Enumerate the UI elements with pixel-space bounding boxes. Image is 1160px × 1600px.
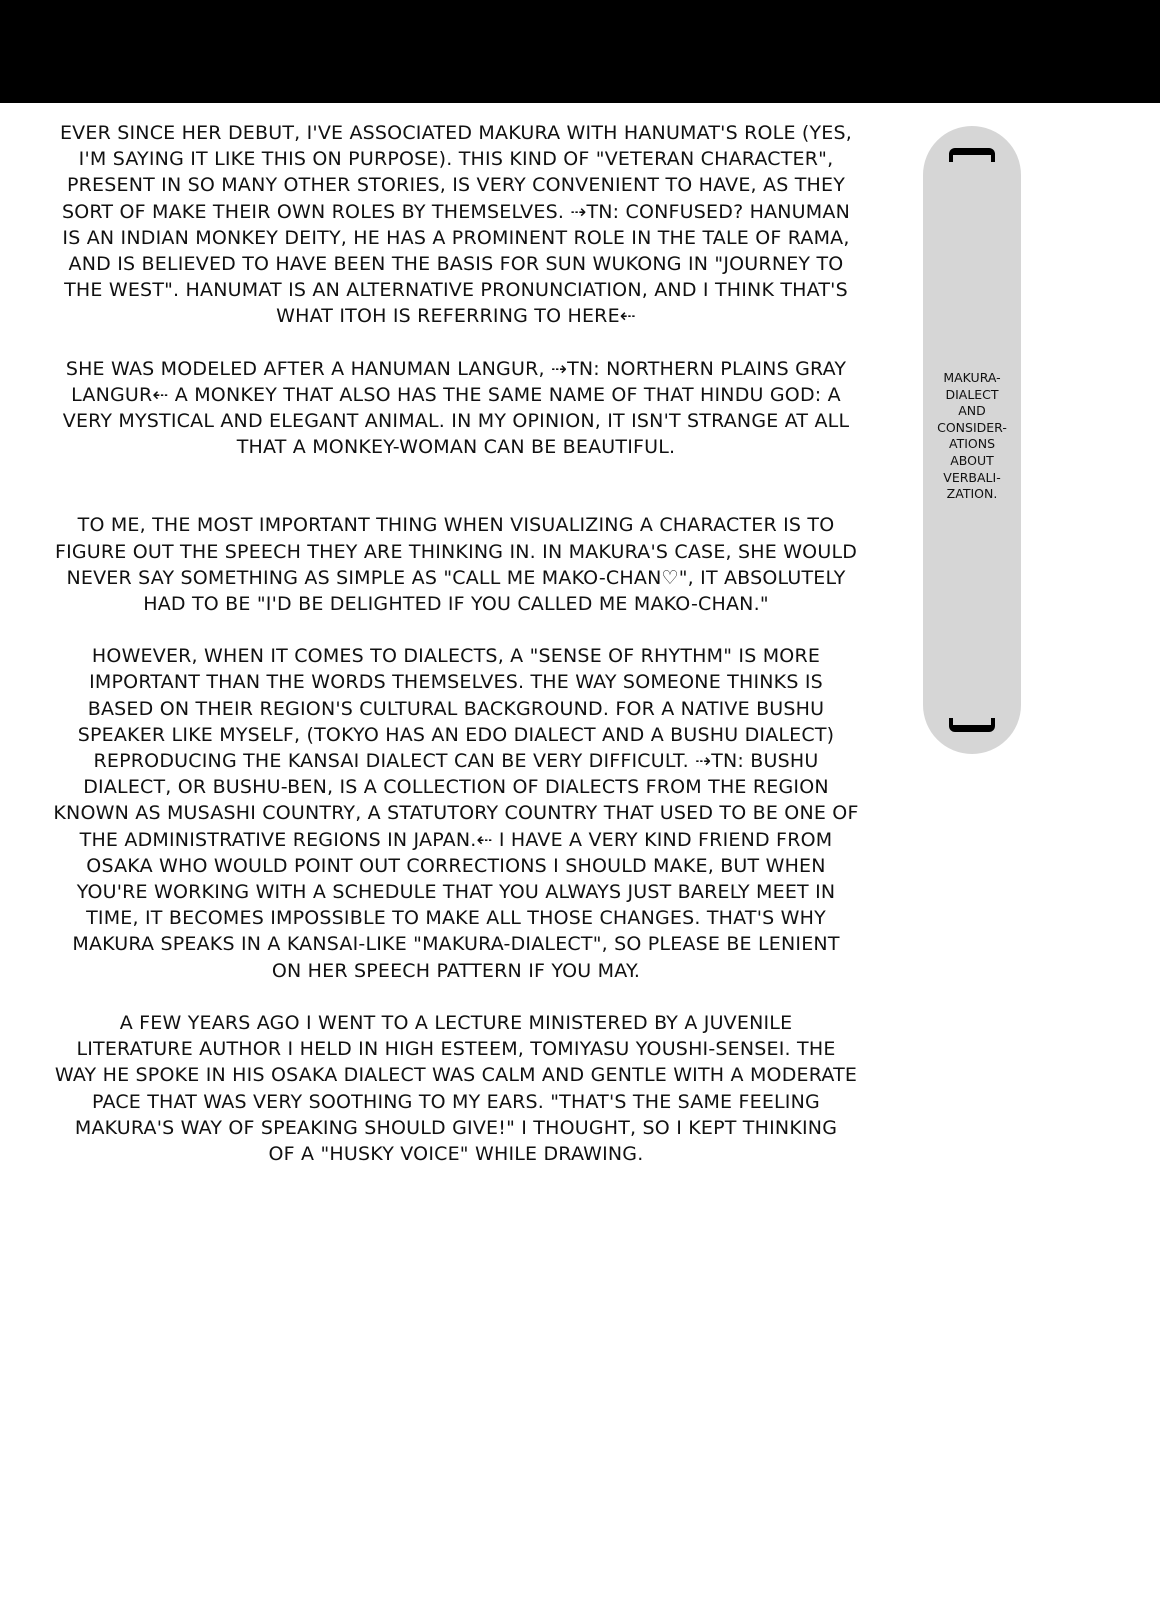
paragraph-speech: TO ME, THE MOST IMPORTANT THING WHEN VISUALIZING A CHARACTER IS TO FIGURE OUT THE SPEECH THEY ARE THINKING IN. IN MAKURA'S CASE, SHE WOULD NEVER SAY SOMETHING AS SIMPLE AS "CALL ME MAKO-CHAN♡", IT ABSOLUTELY HAD TO BE "I'D BE DELIGHTED IF YOU CALLED ME MAKO-CHAN." <box>54 514 858 616</box>
paragraph-langur: SHE WAS MODELED AFTER A HANUMAN LANGUR, ⇢TN: NORTHERN PLAINS GRAY LANGUR⇠ A MONKEY THAT ALSO HAS THE SAME NAME OF THAT HINDU GOD: A VERY MYSTICAL AND ELEGANT ANIMAL. IN MY OPINION, IT ISN'T STRANGE AT ALL THAT A MONKEY-WOMAN CAN BE BEAUTIFUL. <box>62 357 850 459</box>
top-bracket-icon <box>949 148 995 162</box>
paragraph-dialects: HOWEVER, WHEN IT COMES TO DIALECTS, A "SENSE OF RHYTHM" IS MORE IMPORTANT THAN THE WORDS THEMSELVES. THE WAY SOMEONE THINKS IS BASED ON THEIR REGION'S CULTURAL BACKGROUND. FOR A NATIVE BUSHU SPEAKER LIKE MYSELF, (TOKYO HAS AN EDO DIALECT AND A BUSHU DIALECT) REPRODUCING THE KANSAI DIALECT CAN BE VERY DIFFICULT. ⇢TN: BUSHU DIALECT, OR BUSHU-BEN, IS A COLLECTION OF DIALECTS FROM THE REGION KNOWN AS MUSASHI COUNTRY, A STATUTORY COUNTRY THAT USED TO BE ONE OF THE ADMINISTRATIVE REGIONS IN JAPAN.⇠ I HAVE A VERY KIND FRIEND FROM OSAKA WHO WOULD POINT OUT CORRECTIONS I SHOULD MAKE, BUT WHEN YOU'RE WORKING WITH A SCHEDULE THAT YOU ALWAYS JUST BARELY MEET IN TIME, IT BECOMES IMPOSSIBLE TO MAKE ALL THOSE CHANGES. THAT'S WHY MAKURA SPEAKS IN A KANSAI-LIKE "MAKURA-DIALECT", SO PLEASE BE LENIENT ON HER SPEECH PATTERN IF YOU MAY. <box>53 645 859 982</box>
sidebar-title-panel <box>923 126 1021 754</box>
top-black-bar <box>0 0 1160 103</box>
afterword-text <box>0 120 912 1193</box>
bottom-bracket-icon <box>949 718 995 732</box>
paragraph-hanumat: EVER SINCE HER DEBUT, I'VE ASSOCIATED MAKURA WITH HANUMAT'S ROLE (YES, I'M SAYING IT LIKE THIS ON PURPOSE). THIS KIND OF "VETERAN CHARACTER", PRESENT IN SO MANY OTHER STORIES, IS VERY CONVENIENT TO HAVE, AS THEY SORT OF MAKE THEIR OWN ROLES BY THEMSELVES. ⇢TN: CONFUSED? HANUMAN IS AN INDIAN MONKEY DEITY, HE HAS A PROMINENT ROLE IN THE TALE OF RAMA, AND IS BELIEVED TO HAVE BEEN THE BASIS FOR SUN WUKONG IN "JOURNEY TO THE WEST". HANUMAT IS AN ALTERNATIVE PRONUNCIATION, AND I THINK THAT'S WHAT ITOH IS REFERRING TO HERE⇠ <box>59 122 853 328</box>
sidebar-title: MAKURA- DIALECT AND CONSIDER- ATIONS ABOUT VERBALI- ZATION. <box>937 370 1007 502</box>
paragraph-lecture: A FEW YEARS AGO I WENT TO A LECTURE MINISTERED BY A JUVENILE LITERATURE AUTHOR I HELD IN HIGH ESTEEM, TOMIYASU YOUSHI-SENSEI. THE WAY HE SPOKE IN HIS OSAKA DIALECT WAS CALM AND GENTLE WITH A MODERATE PACE THAT WAS VERY SOOTHING TO MY EARS. "THAT'S THE SAME FEELING MAKURA'S WAY OF SPEAKING SHOULD GIVE!" I THOUGHT, SO I KEPT THINKING OF A "HUSKY VOICE" WHILE DRAWING. <box>54 1011 858 1165</box>
